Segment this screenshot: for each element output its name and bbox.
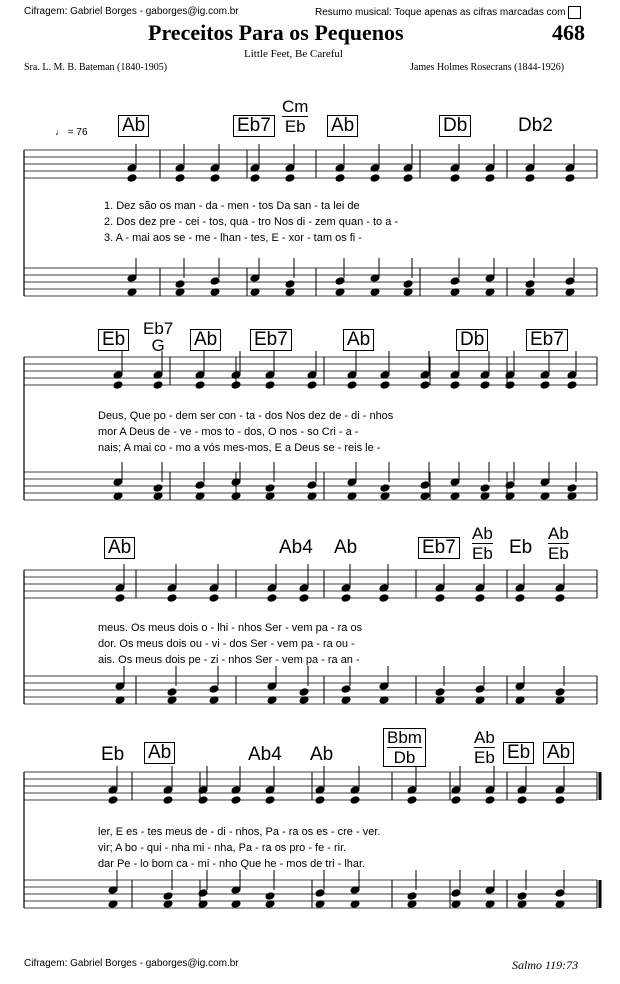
chord: Ab bbox=[543, 742, 574, 764]
note-head bbox=[265, 484, 275, 493]
chord: Ab bbox=[190, 329, 221, 351]
chord-top: Bbm bbox=[387, 728, 422, 747]
bass-clef-icon: 𝄢 bbox=[26, 471, 43, 501]
note-head bbox=[435, 688, 445, 697]
note-head bbox=[265, 892, 275, 901]
lyric-line: nais; A mai co - mo a vós mes-mos, E a Deus se - reis le - bbox=[98, 442, 381, 454]
lyric-line: 1. Dez são os man - da - men - tos Da san - ta lei de bbox=[104, 200, 360, 212]
time-sig-bottom: 4 bbox=[90, 284, 99, 300]
flat-icon: ♭ bbox=[79, 149, 86, 165]
flat-icon: ♭ bbox=[58, 364, 65, 380]
note-head bbox=[435, 594, 445, 603]
lyric-line: mor A Deus de - ve - mos to - dos, O nos - so Cri - a - bbox=[98, 426, 359, 438]
note-head bbox=[407, 796, 417, 805]
note-head bbox=[565, 277, 575, 286]
flat-icon: ♭ bbox=[72, 160, 79, 176]
flat-icon: ♭ bbox=[72, 488, 79, 504]
note-head bbox=[335, 277, 345, 286]
chord-slash bbox=[282, 98, 308, 135]
note-head bbox=[153, 484, 163, 493]
note-head bbox=[167, 688, 177, 697]
chord-slash bbox=[472, 525, 493, 562]
hymn-number: 468 bbox=[552, 20, 585, 45]
note-head bbox=[231, 381, 241, 390]
note-head bbox=[380, 381, 390, 390]
note-head bbox=[450, 174, 460, 183]
chord: Eb bbox=[503, 742, 534, 764]
note-head bbox=[480, 381, 490, 390]
lyric-line: dor. Os meus dois ou - vi - dos Ser - vem pa - ra ou - bbox=[98, 638, 355, 650]
chord: Db bbox=[439, 115, 471, 137]
flat-icon: ♭ bbox=[72, 896, 79, 912]
chord-top: Ab bbox=[472, 524, 493, 543]
scripture-reference: Salmo 119:73 bbox=[512, 958, 579, 972]
note-head bbox=[485, 796, 495, 805]
note-head bbox=[475, 594, 485, 603]
chord-top: Cm bbox=[282, 97, 309, 116]
flat-icon: ♭ bbox=[65, 566, 72, 582]
note-head bbox=[341, 594, 351, 603]
note-head bbox=[315, 796, 325, 805]
note-head bbox=[113, 381, 123, 390]
note-head bbox=[407, 892, 417, 901]
tempo-value: = 76 bbox=[67, 127, 88, 138]
chord: Ab bbox=[104, 537, 135, 559]
note-head bbox=[209, 594, 219, 603]
lyric-line: ais. Os meus dois pe - zi - nhos Ser - vem pa - ra an - bbox=[98, 654, 360, 666]
chord: Eb7 bbox=[526, 329, 568, 351]
flat-icon: ♭ bbox=[65, 270, 72, 286]
flat-icon: ♭ bbox=[72, 580, 79, 596]
chord-bottom: Db bbox=[393, 748, 416, 767]
note-head bbox=[517, 892, 527, 901]
hymn-title: Preceitos Para os Pequenos bbox=[148, 20, 404, 45]
flat-icon: ♭ bbox=[65, 146, 72, 162]
note-head bbox=[265, 796, 275, 805]
chord: Ab bbox=[327, 115, 358, 137]
note-head bbox=[307, 481, 317, 490]
note-head bbox=[350, 796, 360, 805]
note-head bbox=[555, 594, 565, 603]
flat-icon: ♭ bbox=[65, 678, 72, 694]
hymn-subtitle: Little Feet, Be Careful bbox=[244, 48, 343, 60]
chord-slash bbox=[143, 320, 173, 354]
flat-icon: ♭ bbox=[72, 367, 79, 383]
time-sig-top: 2 bbox=[90, 152, 99, 168]
flat-icon: ♭ bbox=[72, 782, 79, 798]
chord: Ab bbox=[144, 742, 175, 764]
quarter-note-icon: ♩ bbox=[55, 127, 65, 138]
note-head bbox=[403, 174, 413, 183]
note-head bbox=[403, 280, 413, 289]
note-head bbox=[420, 381, 430, 390]
note-head bbox=[163, 892, 173, 901]
note-head bbox=[555, 889, 565, 898]
flat-icon: ♭ bbox=[65, 353, 72, 369]
chord: Ab bbox=[118, 115, 149, 137]
chord: Ab bbox=[334, 537, 358, 558]
note-head bbox=[175, 280, 185, 289]
note-head bbox=[163, 796, 173, 805]
chord-top: Eb7 bbox=[143, 319, 174, 338]
note-head bbox=[127, 174, 137, 183]
note-head bbox=[475, 685, 485, 694]
treble-clef-icon: 𝄞 bbox=[26, 566, 48, 607]
note-head bbox=[285, 280, 295, 289]
note-head bbox=[379, 594, 389, 603]
chord-top: Ab bbox=[474, 728, 495, 747]
note-head bbox=[347, 381, 357, 390]
note-head bbox=[335, 174, 345, 183]
chord: Eb bbox=[98, 329, 129, 351]
chord: Ab4 bbox=[279, 537, 313, 558]
note-head bbox=[315, 889, 325, 898]
chord: Eb7 bbox=[418, 537, 460, 559]
chord-bottom: G bbox=[151, 336, 165, 355]
bass-clef-icon: 𝄢 bbox=[26, 879, 43, 909]
note-head bbox=[307, 381, 317, 390]
note-head bbox=[285, 174, 295, 183]
flat-icon: ♭ bbox=[79, 771, 86, 787]
note-head bbox=[195, 481, 205, 490]
treble-clef-icon: 𝄞 bbox=[26, 768, 48, 809]
flat-icon: ♭ bbox=[65, 474, 72, 490]
chord-top: Ab bbox=[548, 524, 569, 543]
flat-icon: ♭ bbox=[79, 681, 86, 697]
note-head bbox=[451, 889, 461, 898]
flat-icon: ♭ bbox=[72, 284, 79, 300]
lyric-line: Deus, Que po - dem ser con - ta - dos Nos dez de - di - nhos bbox=[98, 410, 394, 422]
note-head bbox=[540, 381, 550, 390]
flat-icon: ♭ bbox=[58, 485, 65, 501]
note-head bbox=[210, 174, 220, 183]
note-head bbox=[567, 484, 577, 493]
note-head bbox=[250, 174, 260, 183]
note-head bbox=[153, 381, 163, 390]
time-sig-bottom: 4 bbox=[90, 166, 99, 182]
lyric-line: meus. Os meus dois o - lhi - nhos Ser - vem pa - ra os bbox=[98, 622, 363, 634]
chord-bottom: Eb bbox=[472, 544, 493, 563]
note-head bbox=[555, 796, 565, 805]
flat-icon: ♭ bbox=[58, 779, 65, 795]
note-head bbox=[267, 594, 277, 603]
note-head bbox=[450, 277, 460, 286]
chord: Ab4 bbox=[248, 744, 282, 765]
note-head bbox=[380, 484, 390, 493]
note-head bbox=[567, 381, 577, 390]
flat-icon: ♭ bbox=[79, 569, 86, 585]
treble-clef-icon: 𝄞 bbox=[26, 146, 48, 187]
note-head bbox=[480, 484, 490, 493]
chord: Db2 bbox=[518, 115, 553, 136]
note-head bbox=[450, 381, 460, 390]
footer-credit: Cifragem: Gabriel Borges - gaborges@ig.com.br bbox=[24, 958, 239, 969]
note-head bbox=[517, 796, 527, 805]
note-head bbox=[451, 796, 461, 805]
note-head bbox=[515, 594, 525, 603]
lyric-line: 3. A - mai aos se - me - lhan - tes, E - xor - tam os fi - bbox=[104, 232, 362, 244]
note-head bbox=[555, 688, 565, 697]
note-head bbox=[209, 685, 219, 694]
treble-clef-icon: 𝄞 bbox=[26, 353, 48, 394]
note-head bbox=[108, 796, 118, 805]
note-head bbox=[370, 174, 380, 183]
chord: Ab bbox=[310, 744, 334, 765]
flat-icon: ♭ bbox=[79, 356, 86, 372]
chord: Eb bbox=[509, 537, 533, 558]
lyric-line: vir; A bo - qui - nha mi - nha, Pa - ra os pro - fe - rir. bbox=[98, 842, 347, 854]
flat-icon: ♭ bbox=[79, 477, 86, 493]
lyricist: Sra. L. M. B. Bateman (1840-1905) bbox=[24, 62, 168, 73]
summary-text: Resumo musical: Toque apenas as cifras marcadas com bbox=[315, 7, 566, 19]
tempo-marking bbox=[55, 127, 88, 138]
chord: Ab bbox=[343, 329, 374, 351]
note-head bbox=[565, 174, 575, 183]
flat-icon: ♭ bbox=[79, 885, 86, 901]
chord-bottom: Eb bbox=[474, 748, 495, 767]
flat-icon: ♭ bbox=[65, 882, 72, 898]
chord-slash bbox=[474, 729, 495, 766]
bass-clef-icon: 𝄢 bbox=[26, 267, 43, 297]
note-head bbox=[167, 594, 177, 603]
arranger-credit: Cifragem: Gabriel Borges - gaborges@ig.com.br bbox=[24, 6, 239, 17]
chord-bottom: Eb bbox=[548, 544, 569, 563]
chord-slash bbox=[548, 525, 569, 562]
time-sig-top: 2 bbox=[90, 270, 99, 286]
chord-bottom: Eb bbox=[284, 117, 306, 136]
note-head bbox=[210, 277, 220, 286]
note-head bbox=[115, 594, 125, 603]
chord-slash bbox=[383, 728, 426, 767]
flat-icon: ♭ bbox=[58, 281, 65, 297]
composer: James Holmes Rosecrans (1844-1926) bbox=[410, 62, 565, 73]
note-head bbox=[525, 174, 535, 183]
flat-icon: ♭ bbox=[58, 689, 65, 705]
note-head bbox=[525, 280, 535, 289]
lyric-line: 2. Dos dez pre - cei - tos, qua - tro Nos di - zem quan - to a - bbox=[104, 216, 399, 228]
chord: Eb7 bbox=[233, 115, 275, 137]
lyric-line: ler, E es - tes meus de - di - nhos, Pa - ra os es - cre - ver. bbox=[98, 826, 381, 838]
lyric-line: dar Pe - lo bom ca - mi - nho Que he - mos de tri - lhar. bbox=[98, 858, 366, 870]
note-head bbox=[195, 381, 205, 390]
flat-icon: ♭ bbox=[58, 577, 65, 593]
flat-icon: ♭ bbox=[72, 692, 79, 708]
flat-icon: ♭ bbox=[58, 893, 65, 909]
flat-icon: ♭ bbox=[58, 157, 65, 173]
chord: Db bbox=[456, 329, 488, 351]
note-head bbox=[299, 594, 309, 603]
note-head bbox=[299, 688, 309, 697]
note-head bbox=[175, 174, 185, 183]
flat-icon: ♭ bbox=[65, 768, 72, 784]
chord: Eb7 bbox=[250, 329, 292, 351]
bass-clef-icon: 𝄢 bbox=[26, 675, 43, 705]
flat-icon: ♭ bbox=[79, 273, 86, 289]
note-head bbox=[341, 685, 351, 694]
note-head bbox=[231, 796, 241, 805]
note-head bbox=[265, 381, 275, 390]
note-head bbox=[485, 174, 495, 183]
note-head bbox=[420, 481, 430, 490]
chord: Eb bbox=[101, 744, 125, 765]
